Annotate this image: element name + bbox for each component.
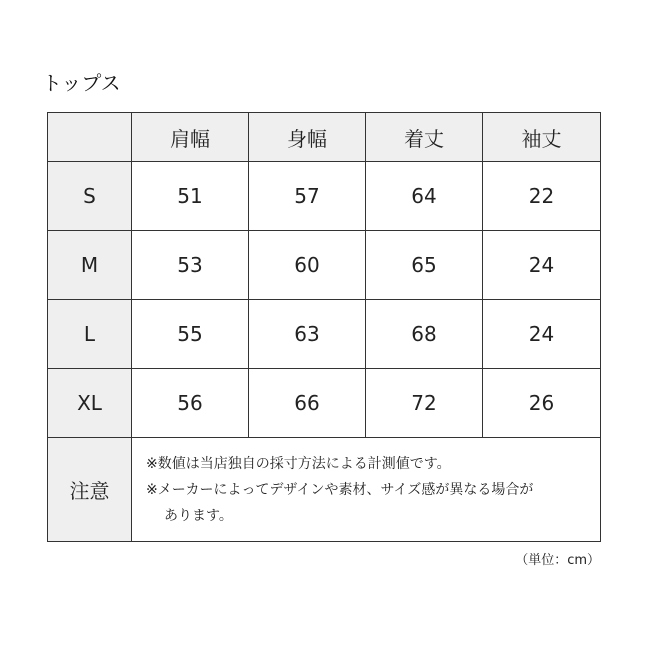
- notes-row: [48, 438, 601, 542]
- note-text: あります。: [164, 507, 233, 524]
- header-body-width: 身幅: [249, 113, 366, 162]
- table-cell: 72: [366, 369, 483, 438]
- table-cell: 24: [483, 231, 601, 300]
- table-cell: 55: [132, 300, 249, 369]
- table-cell: 51: [132, 162, 249, 231]
- table-cell: 57: [249, 162, 366, 231]
- notes-label: 注意: [48, 438, 132, 542]
- table-cell: 26: [483, 369, 601, 438]
- table-cell: 56: [132, 369, 249, 438]
- table-cell: 22: [483, 162, 601, 231]
- size-chart-table: [47, 112, 601, 542]
- table-row: [48, 231, 601, 300]
- table-header-row: [48, 113, 601, 162]
- table-cell: 63: [249, 300, 366, 369]
- corner-cell: [48, 113, 132, 162]
- size-label: XL: [48, 369, 132, 438]
- table-cell: 24: [483, 300, 601, 369]
- table-cell: 64: [366, 162, 483, 231]
- size-label: S: [48, 162, 132, 231]
- table-cell: 53: [132, 231, 249, 300]
- page-title: トップス: [42, 71, 121, 95]
- table-row: [48, 369, 601, 438]
- size-label: L: [48, 300, 132, 369]
- table-cell: 66: [249, 369, 366, 438]
- header-sleeve-length: 袖丈: [483, 113, 601, 162]
- table-cell: 68: [366, 300, 483, 369]
- note-text: ※メーカーによってデザインや素材、サイズ感が異なる場合が: [146, 481, 534, 498]
- header-length: 着丈: [366, 113, 483, 162]
- header-shoulder-width: 肩幅: [132, 113, 249, 162]
- size-label: M: [48, 231, 132, 300]
- unit-label: （単位：cm）: [515, 553, 600, 568]
- table-cell: 65: [366, 231, 483, 300]
- table-row: [48, 162, 601, 231]
- table-cell: 60: [249, 231, 366, 300]
- table-row: [48, 300, 601, 369]
- note-text: ※数値は当店独自の採寸方法による計測値です。: [146, 455, 451, 472]
- notes-cell: [132, 438, 601, 542]
